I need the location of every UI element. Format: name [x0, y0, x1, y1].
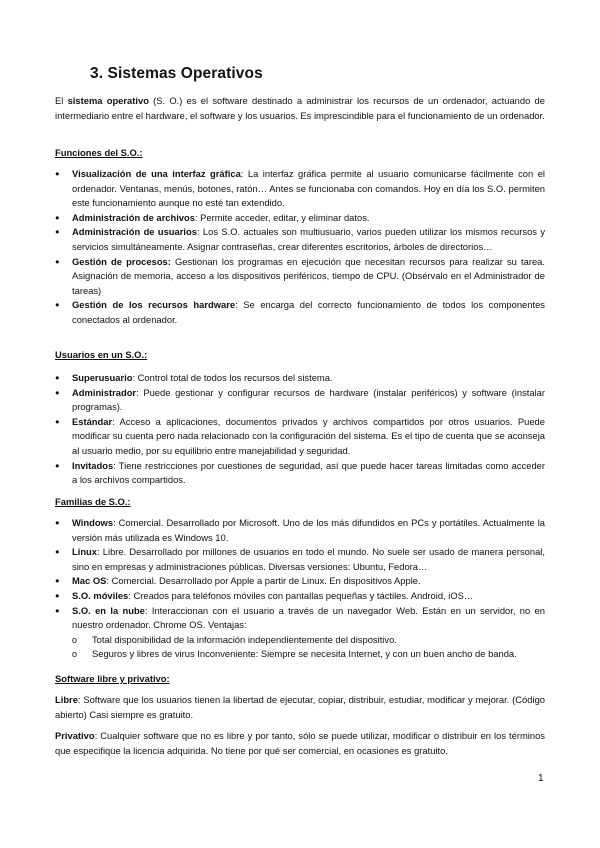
funciones-heading: Funciones del S.O.:: [55, 147, 143, 158]
list-item: ● Gestión de procesos: Gestionan los programas en ejecución que necesitan recursos para realizar su tarea. Asignación de memoria, acceso a los dispositivos periféricos, tiempo de CPU. (Obsérvalo en el Administrador de tareas): [55, 255, 545, 299]
familias-heading: Familias de S.O.:: [55, 496, 131, 507]
list-item: ● S.O. en la nube: Interaccionan con el usuario a través de un navegador Web. Están en un servidor, no en nuestro ordenador. Chrome OS. Ventajas: o Total disponibilidad de la información independientemente del dispositivo. o Seguros y libres de virus Inconveniente: Siempre se necesita Internet, y con un buen ancho de banda.: [55, 604, 545, 662]
usuarios-list: [55, 371, 545, 488]
list-item: ● Superusuario: Control total de todos los recursos del sistema.: [55, 371, 545, 386]
intro-term: sistema operativo: [67, 95, 149, 106]
page-title: 3. Sistemas Operativos: [90, 65, 263, 82]
funciones-list: [55, 167, 545, 328]
list-item: ● Windows: Comercial. Desarrollado por Microsoft. Uno de los más difundidos en PCs y portátiles. Actualmente la versión más utilizada es Windows 10.: [55, 516, 545, 545]
privativo-paragraph: Privativo: Cualquier software que no es libre y por tanto, sólo se puede utilizar, modificar o distribuir en los términos que especifique la licencia adquirida. No tiene por qué ser comercial, en ocasiones es gratuito.: [55, 730, 545, 756]
list-item: ● Estándar: Acceso a aplicaciones, documentos privados y archivos compartidos por otros usuarios. Puede modificar su cuenta pero nada relacionado con la configuración del sistema. Es el tipo de cuenta que se aconseja al usuario medio, por su equilibrio entre manejabilidad y seguridad.: [55, 415, 545, 459]
list-item: ● Mac OS: Comercial. Desarrollado por Apple a partir de Linux. En dispositivos Apple.: [55, 574, 545, 589]
list-item: ● Visualización de una interfaz gráfica: La interfaz gráfica permite al usuario comunicarse fácilmente con el ordenador. Ventanas, menús, botones, ratón… Antes se funcionaba con comandos. Hoy en día los S.O. permiten este funcionamiento aunque no esté tan extendido.: [55, 167, 545, 211]
list-item: ● Administrador: Puede gestionar y configurar recursos de hardware (instalar periféricos) y software (instalar programas).: [55, 386, 545, 415]
page-number: 1: [538, 773, 544, 784]
sub-list-item: o Seguros y libres de virus Inconveniente: Siempre se necesita Internet, y con un buen ancho de banda.: [72, 647, 545, 662]
intro-text-before: El: [55, 95, 68, 106]
software-heading: Software libre y privativo:: [55, 673, 170, 684]
list-item: ● Gestión de los recursos hardware: Se encarga del correcto funcionamiento de todos los componentes conectados al ordenador.: [55, 298, 545, 327]
list-item: ● S.O. móviles: Creados para teléfonos móviles con pantallas pequeñas y táctiles. Android, iOS…: [55, 589, 545, 604]
intro-paragraph: [55, 94, 545, 123]
usuarios-heading: Usuarios en un S.O.:: [55, 349, 148, 360]
list-item: ● Administración de archivos: Permite acceder, editar, y eliminar datos.: [55, 211, 545, 226]
intro-text-after: (S. O.) es el software destinado a administrar los recursos de un ordenador, actuando de intermediario entre el hardware, el software y los usuarios. Es imprescindible para el funcionamiento de un ordenador.: [55, 95, 545, 121]
familias-list: [55, 516, 545, 662]
nube-sublist: [72, 633, 545, 662]
list-item: ● Invitados: Tiene restricciones por cuestiones de seguridad, así que puede hacer tareas limitadas como acceder a los archivos compartidos.: [55, 459, 545, 488]
libre-paragraph: Libre: Software que los usuarios tienen la libertad de ejecutar, copiar, distribuir, estudiar, modificar y mejorar. (Código abierto) Casi siempre es gratuito.: [55, 694, 545, 720]
sub-list-item: o Total disponibilidad de la información independientemente del dispositivo.: [72, 633, 545, 648]
list-item: ● Administración de usuarios: Los S.O. actuales son multiusuario, varios pueden utilizar los mismos recursos y servicios simultáneamente. Asignar contraseñas, crear diferentes escritorios, árboles de directorios…: [55, 225, 545, 254]
list-item: ● Linux: Libre. Desarrollado por millones de usuarios en todo el mundo. No suele ser usado de manera personal, sino en empresas y administraciones públicas. Diversas versiones: Ubuntu, Fedora…: [55, 545, 545, 574]
